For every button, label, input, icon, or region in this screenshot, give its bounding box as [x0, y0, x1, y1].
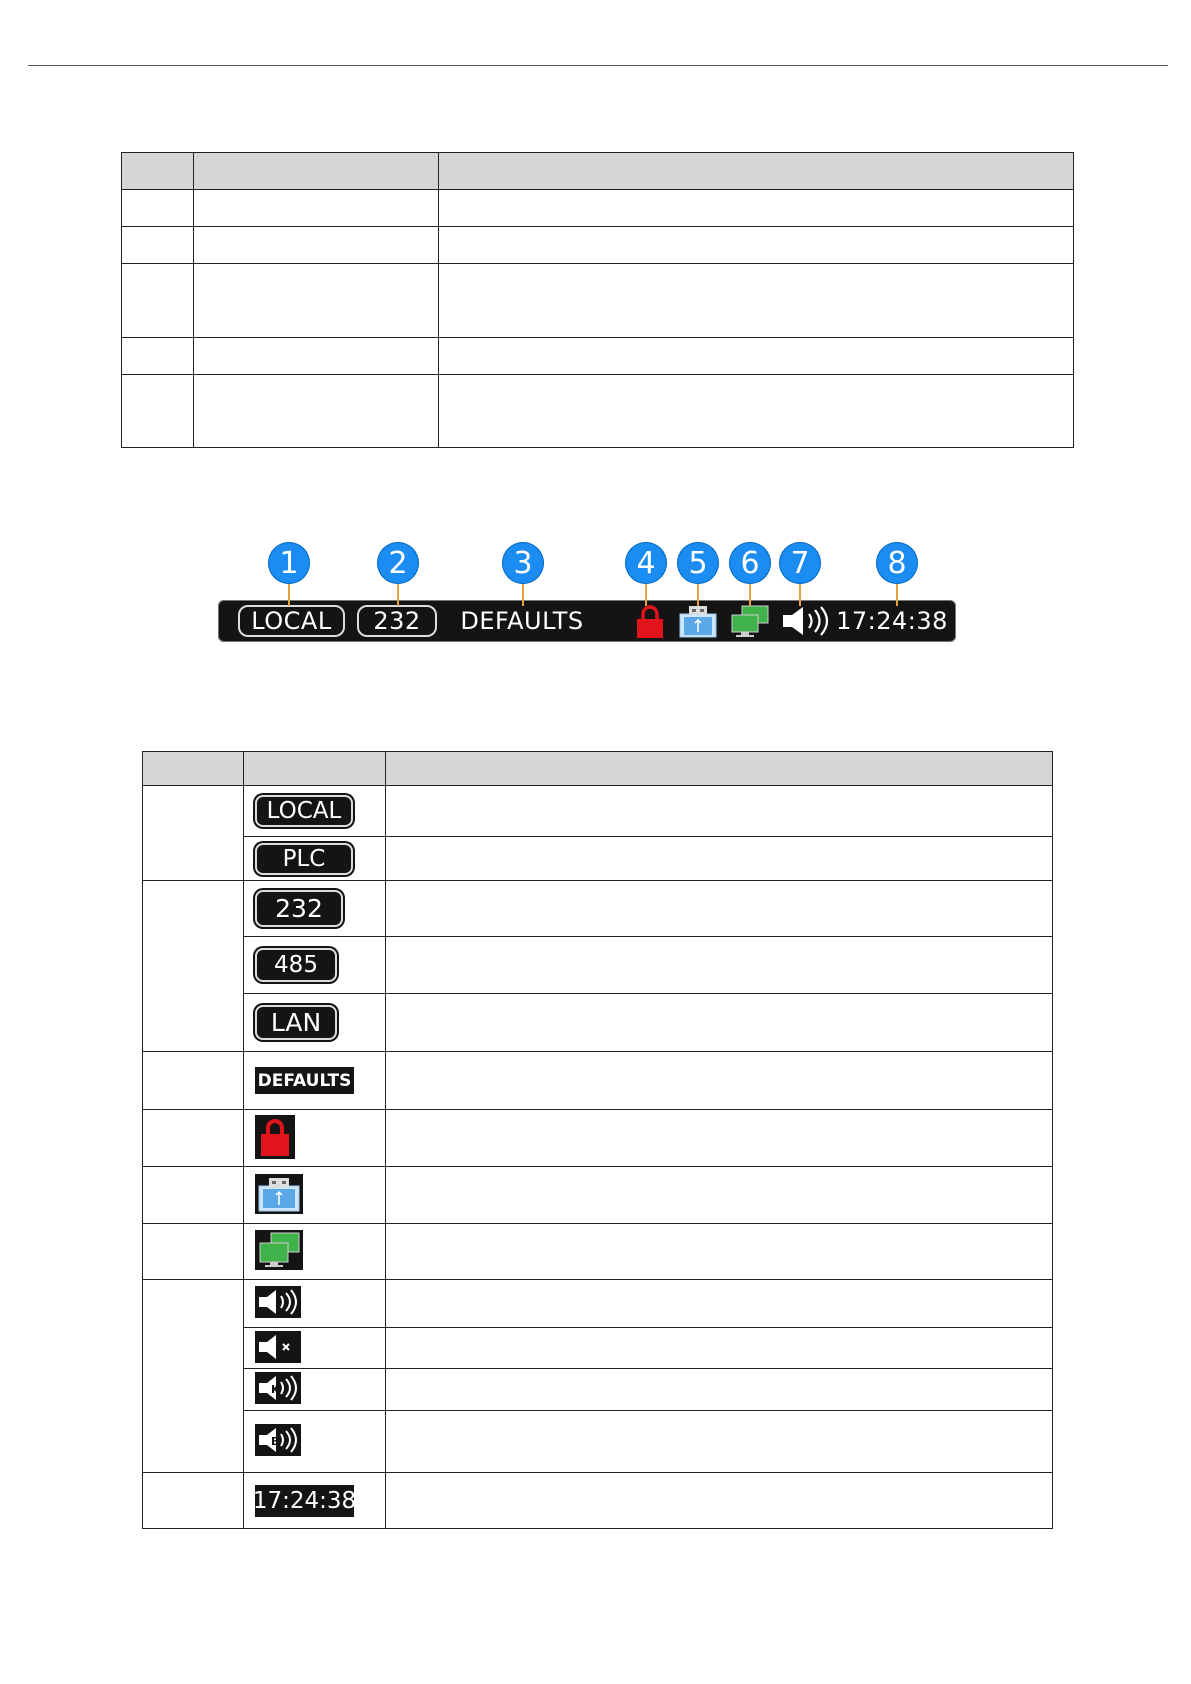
lock-icon [633, 606, 667, 636]
table-cell [143, 1052, 244, 1110]
table-cell [244, 1167, 386, 1224]
callout-leader [522, 584, 524, 606]
table-row [122, 227, 1074, 264]
table-row [143, 1411, 1053, 1473]
setup-label: DEFAULTS [460, 607, 584, 635]
table-cell [244, 786, 386, 837]
table-row [143, 1328, 1053, 1369]
defaults-setup-icon: DEFAULTS [255, 1067, 354, 1094]
table-cell [244, 937, 386, 994]
network-icon [255, 1230, 303, 1270]
table-cell [143, 786, 244, 881]
table-cell [386, 1411, 1053, 1473]
table-cell [122, 375, 194, 448]
table-cell [143, 1110, 244, 1167]
table-cell [143, 881, 244, 1052]
callout-leader [749, 584, 751, 606]
table-cell [386, 1110, 1053, 1167]
callout-leader [397, 584, 399, 606]
callout-leader [697, 584, 699, 606]
network-icon [730, 606, 770, 636]
table-cell [439, 227, 1074, 264]
table-cell [244, 1224, 386, 1280]
mode-badge: LOCAL [238, 605, 345, 637]
table-row [143, 937, 1053, 994]
table-row [143, 1110, 1053, 1167]
table-cell [143, 1280, 244, 1473]
header-cell [439, 153, 1074, 190]
table-cell [386, 1167, 1053, 1224]
table-cell [244, 881, 386, 937]
speaker-key-icon [255, 1372, 301, 1404]
table-cell [143, 1224, 244, 1280]
lan-interface-icon: LAN [255, 1005, 337, 1040]
table-header-row [122, 153, 1074, 190]
speaker-on-icon [255, 1286, 301, 1318]
lock-icon [255, 1115, 295, 1159]
table-cell [439, 190, 1074, 227]
table-cell [244, 1052, 386, 1110]
table-cell [386, 937, 1053, 994]
usb-drive-icon [255, 1174, 303, 1214]
table-cell [244, 1280, 386, 1328]
table-row [143, 837, 1053, 881]
callout-marker: 2 [377, 542, 419, 584]
table-cell [122, 190, 194, 227]
table-cell [386, 881, 1053, 937]
header-cell [244, 752, 386, 786]
table-row [143, 994, 1053, 1052]
table-cell [439, 338, 1074, 375]
svg-text:B: B [271, 1435, 280, 1448]
table-cell [122, 338, 194, 375]
table-header-row [143, 752, 1053, 786]
table-cell [386, 1473, 1053, 1529]
table-cell [244, 837, 386, 881]
table-cell [386, 786, 1053, 837]
status-icon-table [142, 751, 1053, 1529]
table-cell [386, 1280, 1053, 1328]
table-cell [244, 1411, 386, 1473]
callout-marker: 3 [502, 542, 544, 584]
callout-leader [799, 584, 801, 606]
table-cell [194, 227, 439, 264]
table-row [122, 264, 1074, 338]
table-row [143, 1280, 1053, 1328]
usb-drive-icon [678, 606, 718, 636]
header-cell [386, 752, 1053, 786]
top-rule [28, 65, 1168, 66]
callout-marker: 4 [625, 542, 667, 584]
callout-marker: 6 [729, 542, 771, 584]
table-cell [244, 994, 386, 1052]
table-row [143, 1052, 1053, 1110]
table-cell [386, 837, 1053, 881]
table-row [122, 190, 1074, 227]
table-cell [386, 994, 1053, 1052]
clock-time-icon: 17:24:38 [255, 1485, 354, 1517]
callout-marker: 5 [677, 542, 719, 584]
header-cell [194, 153, 439, 190]
table-cell [194, 375, 439, 448]
table-cell [194, 190, 439, 227]
table-cell [244, 1473, 386, 1529]
table-cell [244, 1369, 386, 1411]
callout-marker: 1 [268, 542, 310, 584]
rs232-interface-icon: 232 [255, 890, 343, 927]
table-cell [122, 227, 194, 264]
table-cell [386, 1369, 1053, 1411]
plc-mode-icon: PLC [255, 843, 353, 875]
callout-leader [896, 584, 898, 606]
table-row [143, 1369, 1053, 1411]
table-cell [439, 264, 1074, 338]
table-row [122, 375, 1074, 448]
table-cell [143, 1167, 244, 1224]
table-cell [143, 1473, 244, 1529]
table-cell [439, 375, 1074, 448]
speaker-on-icon [778, 606, 832, 636]
table-cell [194, 264, 439, 338]
table-cell [386, 1052, 1053, 1110]
table-row [143, 1224, 1053, 1280]
local-mode-icon: LOCAL [255, 795, 353, 827]
reference-table [121, 152, 1074, 448]
rs485-interface-icon: 485 [255, 948, 337, 982]
callout-leader [288, 584, 290, 606]
table-row [143, 881, 1053, 937]
interface-badge: 232 [357, 605, 437, 637]
table-row [143, 1167, 1053, 1224]
callout-marker: 7 [779, 542, 821, 584]
status-bar [218, 600, 956, 642]
table-row [122, 338, 1074, 375]
header-cell [143, 752, 244, 786]
table-cell [194, 338, 439, 375]
clock-time: 17:24:38 [836, 607, 948, 635]
table-cell [122, 264, 194, 338]
table-cell [386, 1328, 1053, 1369]
speaker-muted-icon [255, 1331, 301, 1363]
callout-leader [645, 584, 647, 606]
speaker-b-icon [255, 1424, 301, 1456]
callout-marker: 8 [876, 542, 918, 584]
svg-text:K: K [271, 1383, 280, 1396]
table-cell [386, 1224, 1053, 1280]
table-row [143, 786, 1053, 837]
table-cell [244, 1328, 386, 1369]
table-row [143, 1473, 1053, 1529]
table-cell [244, 1110, 386, 1167]
header-cell [122, 153, 194, 190]
